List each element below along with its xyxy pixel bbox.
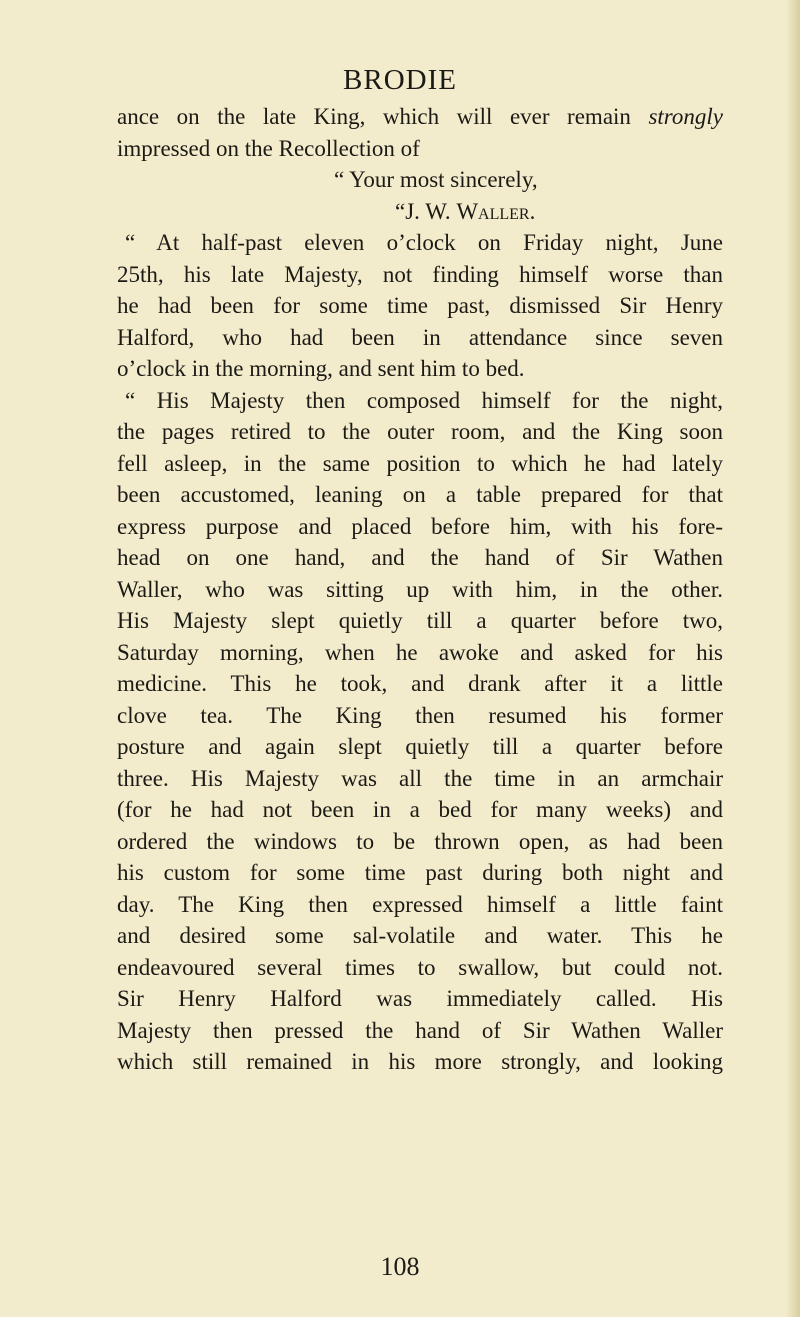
text-line: Saturday morning, when he awoke and asked for his <box>117 639 723 665</box>
text-line: posture and again slept quietly till a quarter before <box>117 734 723 759</box>
text-line: the pages retired to the outer room, and the King soon <box>117 419 723 444</box>
letter-signature <box>117 196 723 228</box>
text-line: 25th, his late Majesty, not finding himself worse than <box>117 261 723 287</box>
running-head: BRODIE <box>343 64 457 96</box>
text-line: his custom for some time past during both night and <box>117 860 723 885</box>
text-line: head on one hand, and the hand of Sir Wathen <box>117 545 723 570</box>
text-line: day. The King then expressed himself a little faint <box>117 891 723 917</box>
text-line: been accustomed, leaning on a table prepared for that <box>117 482 723 507</box>
text-line: medicine. This he took, and drank after it a little <box>117 671 723 696</box>
page-number: 108 <box>380 1252 420 1281</box>
text-run: ance on the late King, which will ever remain <box>117 104 649 129</box>
text-line: Sir Henry Halford was immediately called. His <box>117 986 723 1011</box>
text-line: (for he had not been in a bed for many weeks) and <box>117 797 723 822</box>
letter-closing: “ Your most sincerely, <box>334 167 538 192</box>
text-line: His Majesty slept quietly till a quarter before two, <box>117 608 723 633</box>
paragraph-start: “ At half-past eleven o’clock on Friday night, June <box>125 230 723 255</box>
text-line: endeavoured several times to swallow, but could not. <box>117 954 723 980</box>
signature-initials: “J. W. <box>395 198 457 224</box>
text-line: Majesty then pressed the hand of Sir Wathen Waller <box>117 1017 723 1043</box>
text-line: fell asleep, in the same position to which he had lately <box>117 450 723 476</box>
text-line: three. His Majesty was all the time in an armchair <box>117 765 723 791</box>
text-line: o’clock in the morning, and sent him to bed. <box>117 356 525 381</box>
text-line: and desired some sal-volatile and water. This he <box>117 923 723 948</box>
page-edge-shadow <box>786 0 800 1317</box>
text-line: he had been for some time past, dismissed Sir Henry <box>117 293 723 318</box>
emphasized-word: strongly <box>648 104 723 129</box>
text-line: ordered the windows to be thrown open, as had been <box>117 828 723 854</box>
text-line: clove tea. The King then resumed his former <box>117 702 723 728</box>
text-line <box>117 101 723 133</box>
signature-name: Waller. <box>456 198 536 224</box>
paragraph-start: “ His Majesty then composed himself for the night, <box>125 387 723 413</box>
text-line: Waller, who was sitting up with him, in the other. <box>117 576 723 602</box>
text-line: impressed on the Recollection of <box>117 135 420 161</box>
body-text <box>117 101 723 1078</box>
text-line: which still remained in his more strongly, and looking <box>117 1049 723 1074</box>
text-line: Halford, who had been in attendance since seven <box>117 324 723 350</box>
text-line: express purpose and placed before him, with his fore- <box>117 513 723 539</box>
